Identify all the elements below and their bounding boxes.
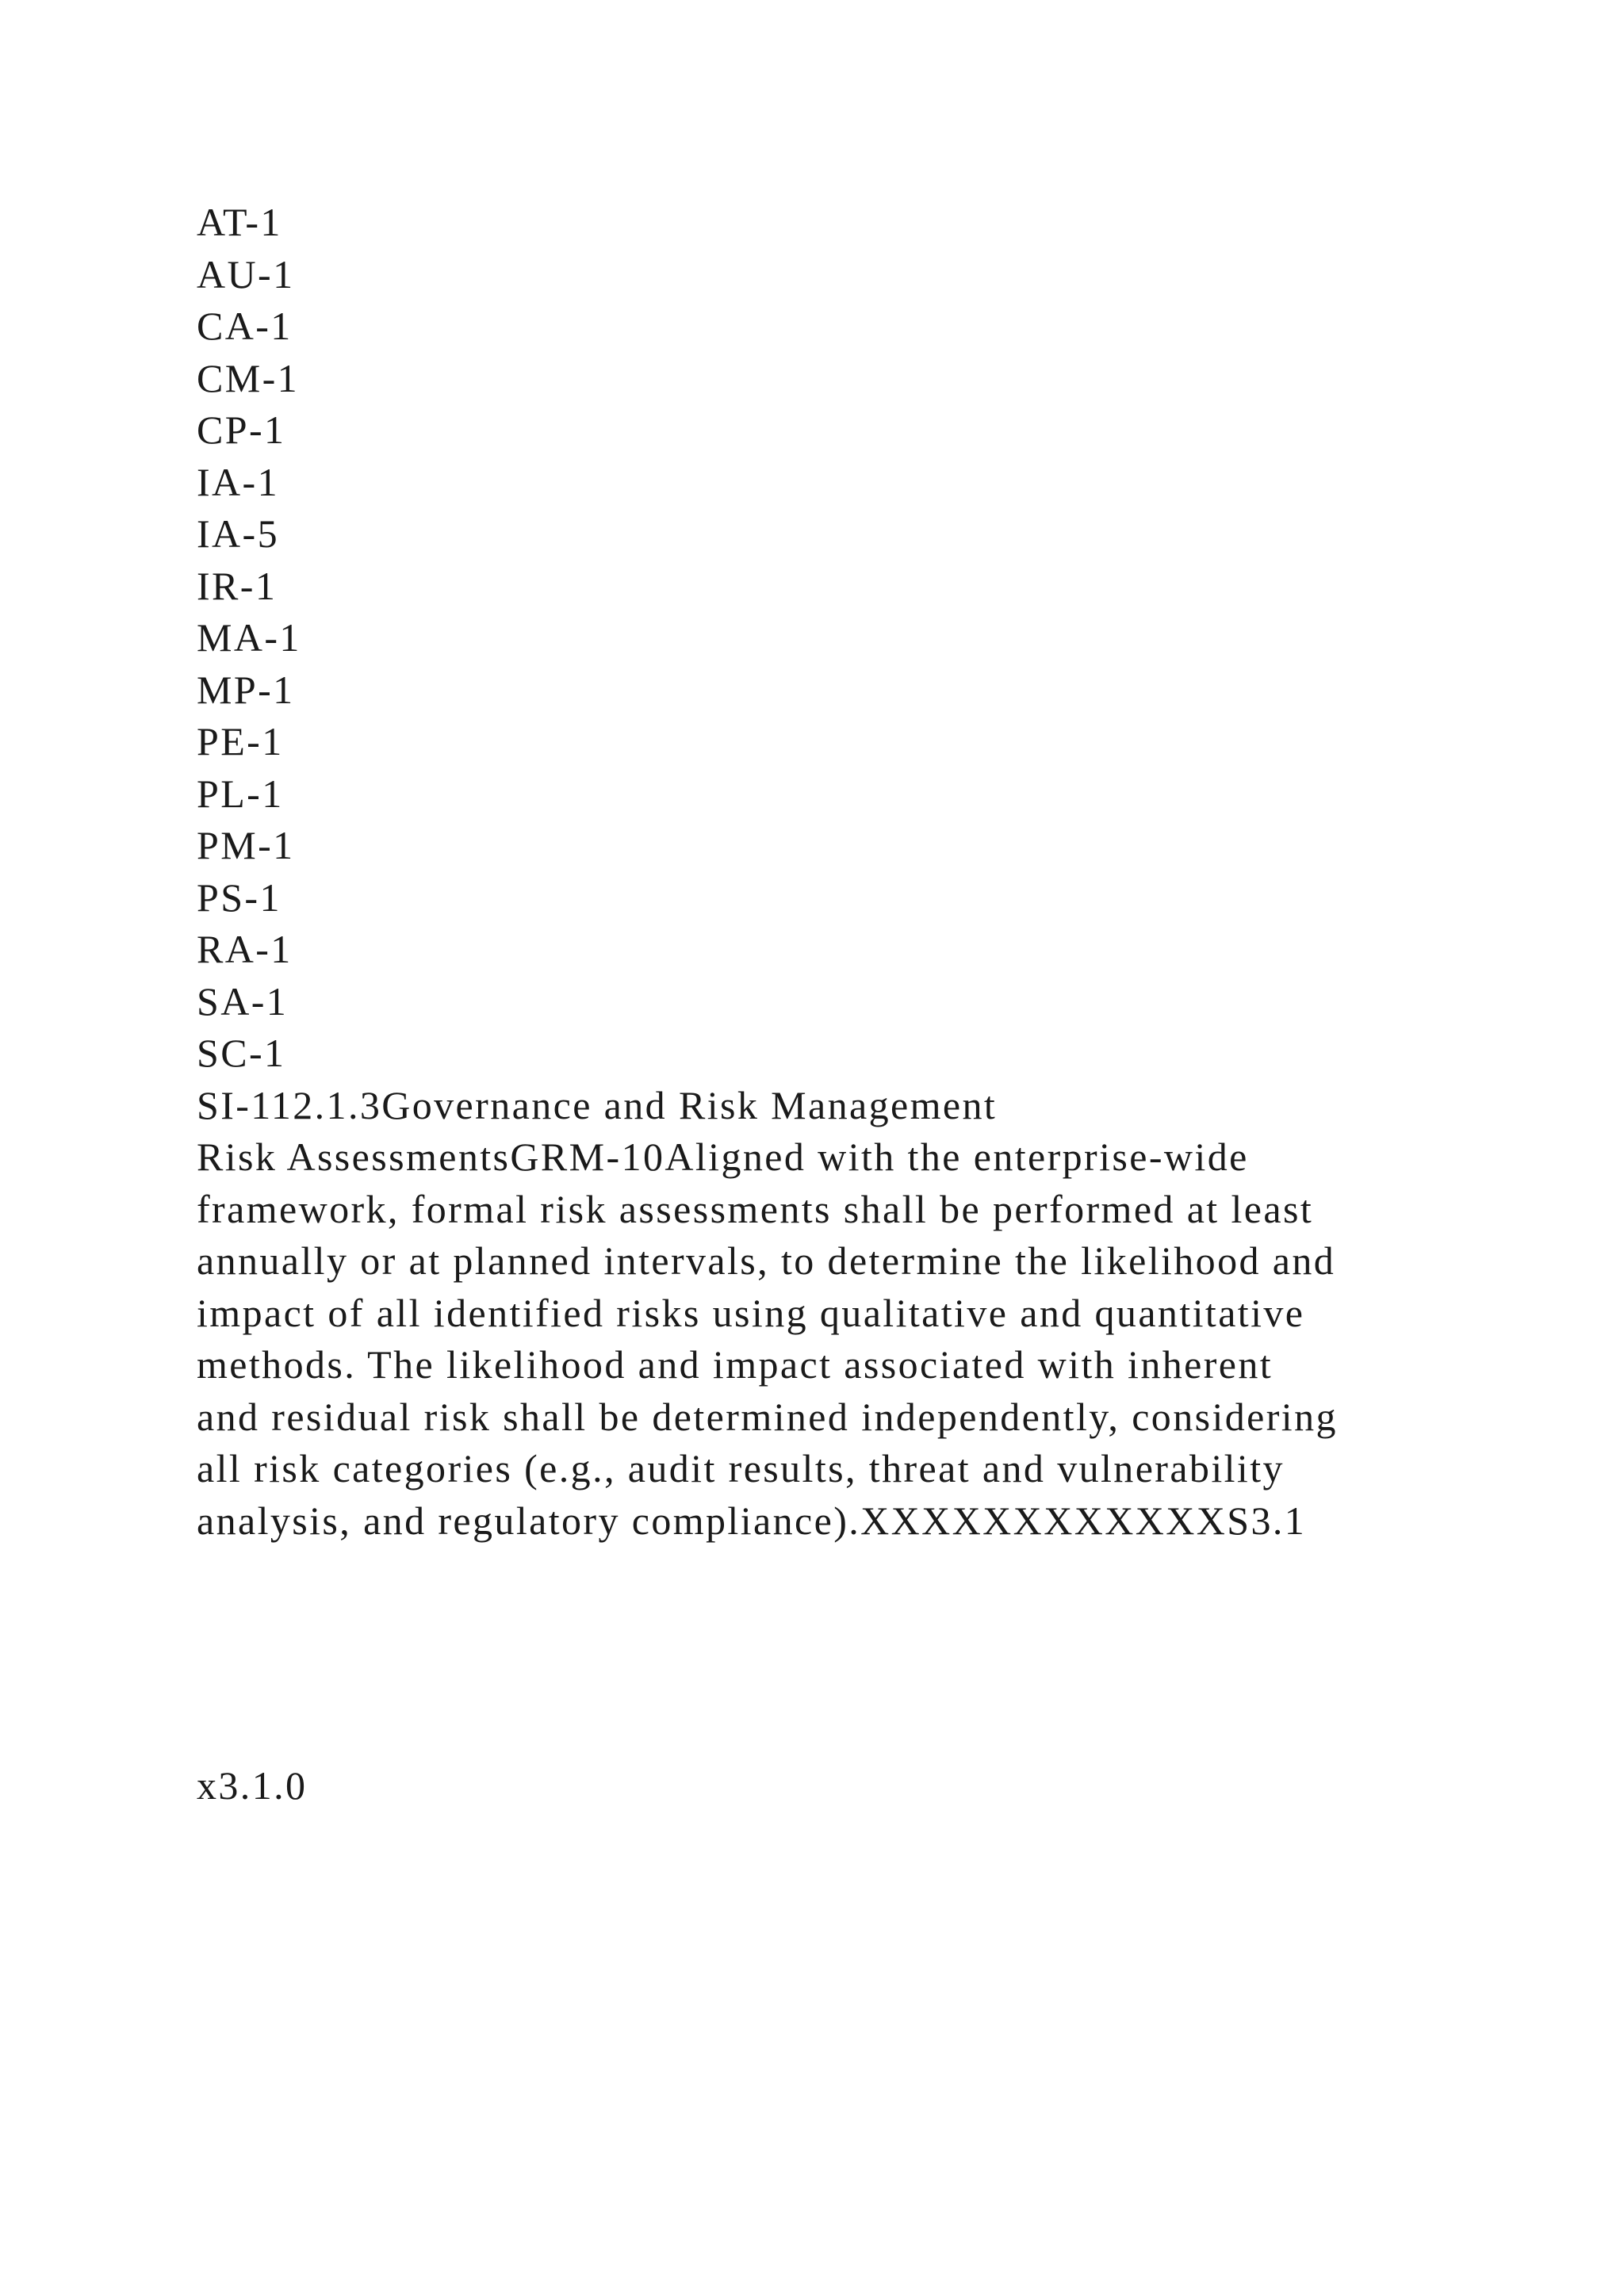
control-id-line: PL-1 bbox=[197, 771, 284, 816]
control-id-line: AU-1 bbox=[197, 251, 295, 297]
control-id-line: CA-1 bbox=[197, 304, 293, 348]
control-id-line: CP-1 bbox=[197, 408, 286, 452]
control-id-line: SC-1 bbox=[197, 1031, 286, 1075]
section-heading-line: SI-112.1.3Governance and Risk Management bbox=[197, 1082, 998, 1127]
document-body bbox=[197, 197, 1497, 1547]
paragraph-line: analysis, and regulatory compliance).XXXXXXXXXXXXS3.1 bbox=[197, 1498, 1307, 1543]
version-label: x3.1.0 bbox=[197, 1763, 308, 1808]
control-id-line: PE-1 bbox=[197, 719, 284, 763]
control-id-line: MA-1 bbox=[197, 615, 301, 660]
version-footer bbox=[197, 1760, 307, 1812]
control-id-line: PM-1 bbox=[197, 823, 295, 867]
paragraph-line: impact of all identified risks using qualitative and quantitative bbox=[197, 1290, 1305, 1335]
control-id-line: IR-1 bbox=[197, 563, 278, 608]
control-id-line: RA-1 bbox=[197, 927, 293, 971]
paragraph-line: all risk categories (e.g., audit results, threat and vulnerability bbox=[197, 1446, 1285, 1490]
control-id-line: AT-1 bbox=[197, 200, 282, 244]
paragraph-line: methods. The likelihood and impact associated with inherent bbox=[197, 1342, 1274, 1387]
control-id-line: MP-1 bbox=[197, 667, 295, 712]
control-id-line: PS-1 bbox=[197, 874, 282, 920]
control-id-line: SA-1 bbox=[197, 978, 289, 1024]
paragraph-line: and residual risk shall be determined independently, considering bbox=[197, 1394, 1338, 1439]
control-id-line: IA-1 bbox=[197, 459, 280, 504]
control-id-line: IA-5 bbox=[197, 511, 280, 556]
paragraph-line: framework, formal risk assessments shall be performed at least bbox=[197, 1186, 1314, 1231]
paragraph-line: Risk AssessmentsGRM-10Aligned with the enterprise-wide bbox=[197, 1135, 1249, 1179]
paragraph-line: annually or at planned intervals, to determine the likelihood and bbox=[197, 1238, 1336, 1283]
control-id-line: CM-1 bbox=[197, 355, 300, 400]
